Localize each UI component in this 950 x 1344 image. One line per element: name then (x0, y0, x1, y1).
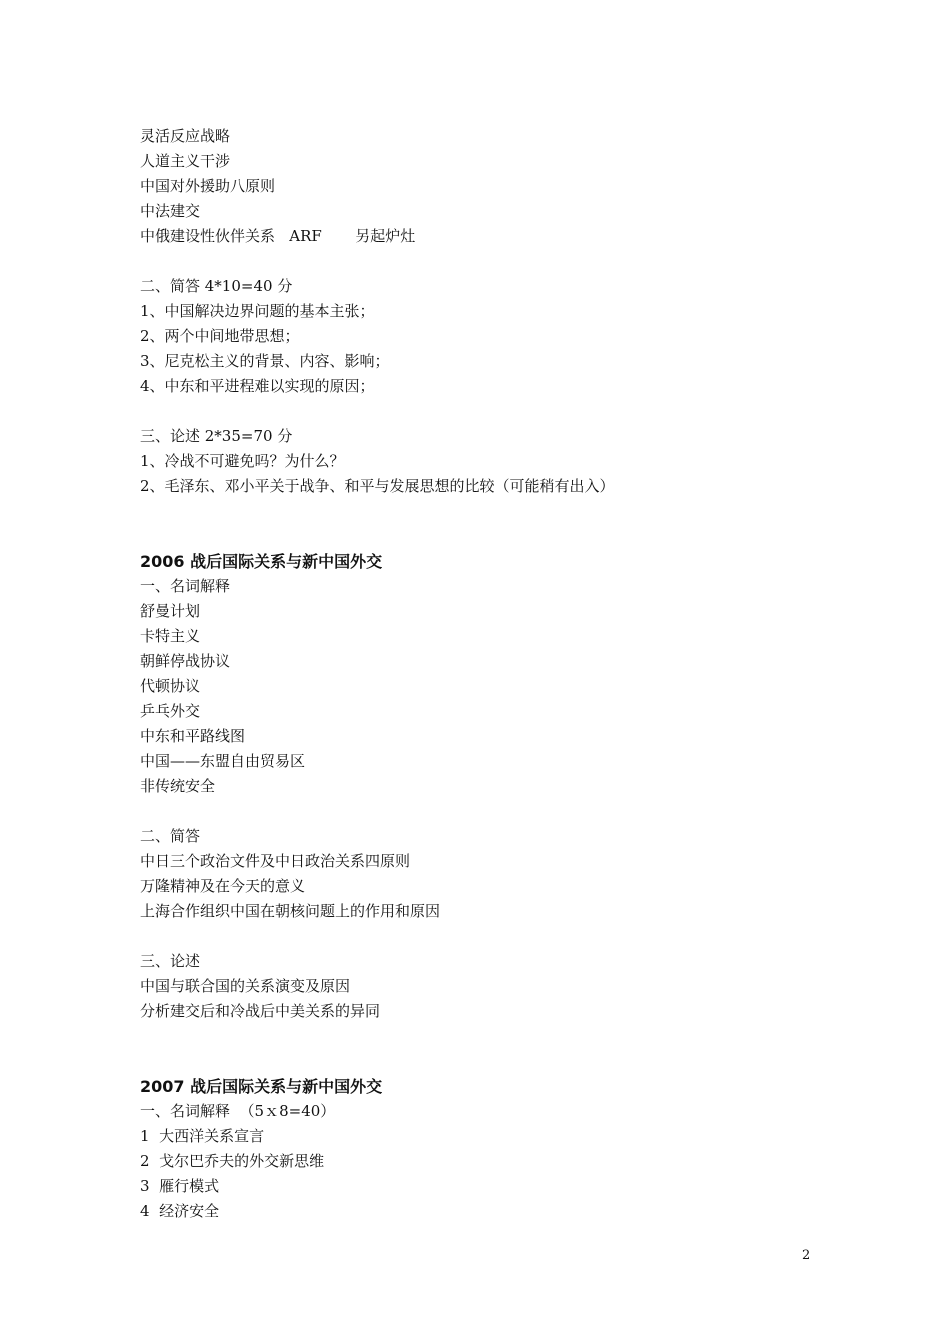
section-heading-2007: 2007 战后国际关系与新中国外交 (140, 1077, 383, 1096)
spacer (140, 924, 840, 949)
term-item: 3 雁行模式 (140, 1177, 220, 1195)
terms-title: 一、名词解释 （5ｘ8=40） (140, 1102, 336, 1120)
essay-item: 1、冷战不可避免吗？为什么？ (140, 452, 345, 470)
short-answer-item: 2、两个中间地带思想； (140, 327, 300, 345)
top-short-answer-list (140, 299, 840, 399)
short-answer-item: 1、中国解决边界问题的基本主张； (140, 302, 375, 320)
top-essay-list (140, 449, 840, 499)
spacer (140, 249, 840, 274)
term-item: 中法建交 (140, 202, 201, 220)
term-item: 卡特主义 (140, 627, 201, 645)
spacer (140, 1024, 840, 1074)
term-item: 中国——东盟自由贸易区 (140, 752, 306, 770)
term-item: 中东和平路线图 (140, 727, 246, 745)
terms-title: 一、名词解释 (140, 577, 231, 595)
term-item: 2 戈尔巴乔夫的外交新思维 (140, 1152, 325, 1170)
terms-list-2006 (140, 599, 840, 799)
spacer (140, 399, 840, 424)
spacer (140, 499, 840, 549)
term-item: 1 大西洋关系宣言 (140, 1127, 265, 1145)
term-item: 中俄建设性伙伴关系 ARF 另起炉灶 (140, 227, 416, 245)
term-item: 代顿协议 (140, 677, 201, 695)
short-answer-item: 中日三个政治文件及中日政治关系四原则 (140, 852, 411, 870)
spacer (140, 799, 840, 824)
short-answer-title: 二、简答 (140, 827, 201, 845)
document-body (140, 124, 840, 1224)
top-terms-list (140, 124, 840, 249)
section-heading-2006: 2006 战后国际关系与新中国外交 (140, 552, 383, 571)
term-item: 朝鲜停战协议 (140, 652, 231, 670)
term-item: 乒乓外交 (140, 702, 201, 720)
page-number: 2 (802, 1248, 811, 1263)
essay-title: 三、论述 2*35=70 分 (140, 427, 293, 445)
short-answer-item: 4、中东和平进程难以实现的原因； (140, 377, 375, 395)
essay-item: 2、毛泽东、邓小平关于战争、和平与发展思想的比较（可能稍有出入） (140, 477, 615, 495)
term-item: 人道主义干涉 (140, 152, 231, 170)
term-item: 4 经济安全 (140, 1202, 220, 1220)
terms-list-2007 (140, 1124, 840, 1224)
term-item: 舒曼计划 (140, 602, 201, 620)
term-item: 灵活反应战略 (140, 127, 231, 145)
term-item: 非传统安全 (140, 777, 216, 795)
short-answer-item: 万隆精神及在今天的意义 (140, 877, 306, 895)
short-answer-list-2006 (140, 849, 840, 924)
essay-list-2006 (140, 974, 840, 1024)
essay-title: 三、论述 (140, 952, 201, 970)
essay-item: 中国与联合国的关系演变及原因 (140, 977, 351, 995)
term-item: 中国对外援助八原则 (140, 177, 276, 195)
short-answer-item: 3、尼克松主义的背景、内容、影响； (140, 352, 390, 370)
essay-item: 分析建交后和冷战后中美关系的异同 (140, 1002, 381, 1020)
short-answer-title: 二、简答 4*10=40 分 (140, 277, 293, 295)
short-answer-item: 上海合作组织中国在朝核问题上的作用和原因 (140, 902, 441, 920)
